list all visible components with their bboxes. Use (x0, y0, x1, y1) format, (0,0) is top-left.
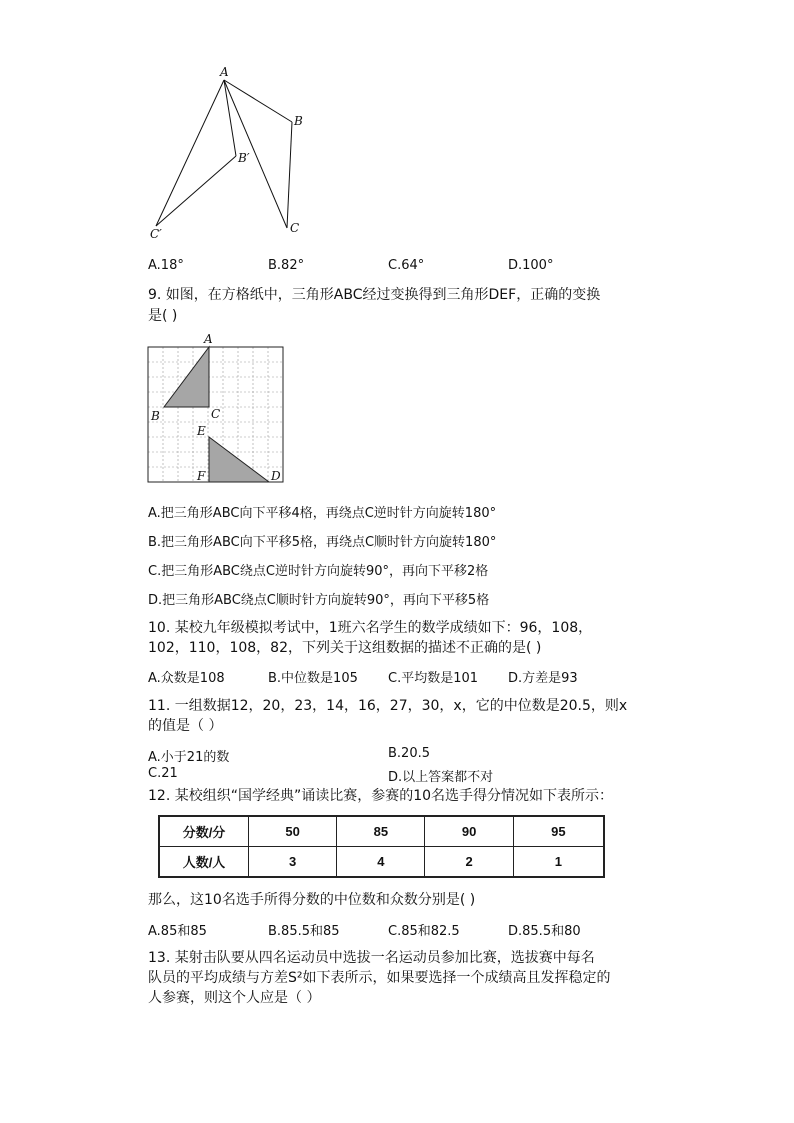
grid-label-C: C (211, 407, 221, 421)
q10-option-b: B.中位数是105 (268, 671, 358, 686)
segment-AC (224, 80, 287, 228)
grid-figure (140, 330, 300, 490)
grid-label-F: F (197, 469, 206, 483)
q12-option-b: B.85.5和85 (268, 924, 340, 939)
q13-stem-line2: 队员的平均成绩与方差S²如下表所示，如果要选择一个成绩高且发挥稳定的 (148, 970, 611, 986)
grid-label-A: A (204, 332, 213, 346)
table-cell: 50 (249, 816, 337, 847)
q9-stem-line2: 是( ) (148, 308, 178, 324)
segment-BprimeCprime (156, 156, 236, 226)
q12-option-c: C.85和82.5 (388, 924, 460, 939)
grid-label-D: D (271, 469, 281, 483)
table-cell: 分数/分 (159, 816, 249, 847)
grid-label-B: B (151, 409, 160, 423)
table-cell: 人数/人 (159, 847, 249, 878)
table-cell: 85 (337, 816, 425, 847)
table-cell: 1 (513, 847, 604, 878)
q11-stem-line2: 的值是（ ） (148, 718, 223, 734)
q12-option-d: D.85.5和80 (508, 924, 581, 939)
q11-option-d: D.以上答案都不对 (388, 770, 494, 785)
triangle-DEF (209, 437, 269, 482)
label-B: B (294, 114, 303, 128)
rotation-figure (140, 62, 320, 244)
q13-stem-line1: 13. 某射击队要从四名运动员中选拔一名运动员参加比赛，选拔赛中每名 (148, 950, 595, 966)
segment-ABprime (224, 80, 236, 156)
q11-option-a: A.小于21的数 (148, 750, 230, 765)
table-cell: 2 (425, 847, 513, 878)
q10-stem-line2: 102，110，108，82，下列关于这组数据的描述不正确的是( ) (148, 640, 542, 656)
segment-ACprime (156, 80, 224, 226)
q10-stem-line1: 10. 某校九年级模拟考试中，1班六名学生的数学成绩如下：96，108， (148, 620, 593, 636)
table-row (159, 847, 604, 878)
q12-stem: 12. 某校组织“国学经典”诵读比赛，参赛的10名选手得分情况如下表所示： (148, 788, 614, 804)
label-Cprime: C′ (150, 227, 162, 241)
q8-option-b: B.82° (268, 258, 305, 273)
q10-option-a: A.众数是108 (148, 671, 225, 686)
label-Bprime: B′ (238, 151, 250, 165)
q9-option-c: C.把三角形ABC绕点C逆时针方向旋转90°，再向下平移2格 (148, 564, 489, 579)
segment-AB (224, 80, 292, 122)
q9-stem-line1: 9. 如图，在方格纸中，三角形ABC经过变换得到三角形DEF，正确的变换 (148, 287, 601, 303)
q9-option-b: B.把三角形ABC向下平移5格，再绕点C顺时针方向旋转180° (148, 535, 497, 550)
label-C: C (290, 221, 300, 235)
label-A: A (220, 65, 229, 79)
segment-BC (287, 122, 292, 228)
table-row (159, 816, 604, 847)
table-cell: 90 (425, 816, 513, 847)
q11-option-b: B.20.5 (388, 746, 430, 761)
q10-option-d: D.方差是93 (508, 671, 578, 686)
grid-label-E: E (197, 424, 206, 438)
q8-option-d: D.100° (508, 258, 554, 273)
q9-option-a: A.把三角形ABC向下平移4格，再绕点C逆时针方向旋转180° (148, 506, 497, 521)
q13-stem-line3: 人参赛，则这个人应是（ ） (148, 990, 321, 1006)
table-cell: 95 (513, 816, 604, 847)
table-cell: 4 (337, 847, 425, 878)
q11-option-c: C.21 (148, 766, 178, 781)
triangle-ABC (164, 347, 209, 407)
q10-option-c: C.平均数是101 (388, 671, 479, 686)
q12-after-table: 那么，这10名选手所得分数的中位数和众数分别是( ) (148, 892, 476, 908)
q8-option-a: A.18° (148, 258, 184, 273)
q9-option-d: D.把三角形ABC绕点C顺时针方向旋转90°，再向下平移5格 (148, 593, 490, 608)
table-cell: 3 (249, 847, 337, 878)
score-table (158, 815, 605, 878)
q12-option-a: A.85和85 (148, 924, 207, 939)
q11-stem-line1: 11. 一组数据12，20，23，14，16，27，30，x，它的中位数是20.5，则x (148, 698, 628, 714)
q8-option-c: C.64° (388, 258, 425, 273)
